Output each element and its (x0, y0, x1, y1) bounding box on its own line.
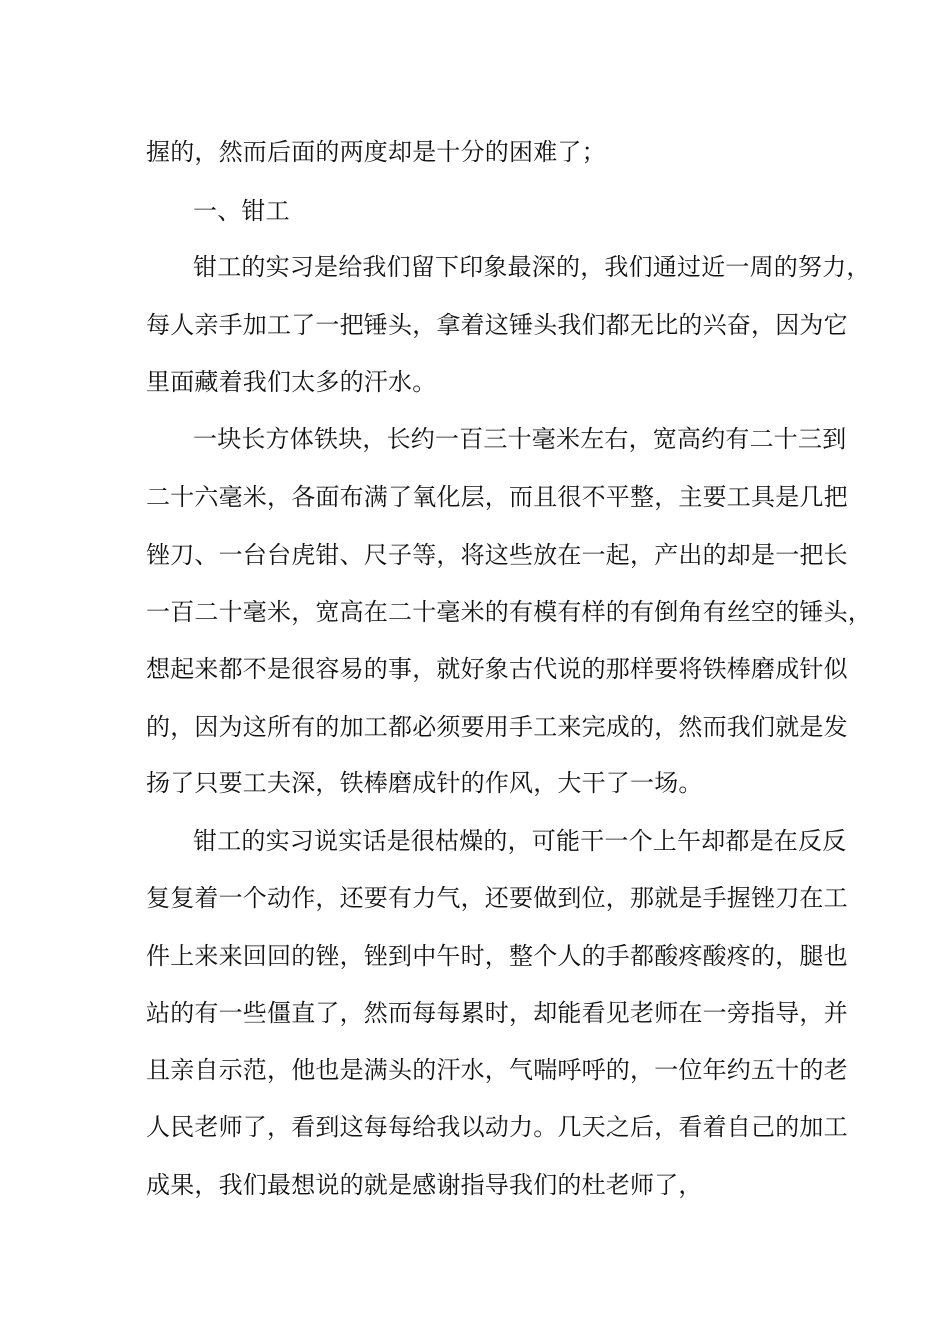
section-heading: 一、钳工 (193, 197, 290, 225)
text-line: 二十六毫米，各面布满了氧化层，而且很不平整，主要工具是几把 (146, 483, 848, 511)
text-line: 的，因为这所有的加工都必须要用手工来完成的，然而我们就是发 (146, 713, 848, 741)
text-line: 人民老师了，看到这每每给我以动力。几天之后，看着自己的加工 (146, 1113, 848, 1141)
text-line: 钳工的实习说实话是很枯燥的，可能干一个上午却都是在反反 (193, 827, 847, 855)
text-line: 一块长方体铁块，长约一百三十毫米左右，宽高约有二十三到 (193, 425, 847, 453)
text-line: 扬了只要工夫深，铁棒磨成针的作风，大干了一场。 (146, 769, 703, 797)
text-line: 锉刀、一台台虎钳、尺子等，将这些放在一起，产出的却是一把长 (146, 541, 848, 569)
text-line: 想起来都不是很容易的事，就好象古代说的那样要将铁棒磨成针似 (146, 655, 848, 683)
text-line: 里面藏着我们太多的汗水。 (146, 368, 437, 396)
text-line: 件上来来回回的锉，锉到中午时，整个人的手都酸疼酸疼的，腿也 (146, 942, 848, 970)
text-line: 成果，我们最想说的就是感谢指导我们的杜老师了， (146, 1171, 703, 1199)
text-line: 站的有一些僵直了，然而每每累时，却能看见老师在一旁指导，并 (146, 999, 848, 1027)
text-line: 复复着一个动作，还要有力气，还要做到位，那就是手握锉刀在工 (146, 884, 848, 912)
text-line: 且亲自示范，他也是满头的汗水，气喘呼呼的，一位年约五十的老 (146, 1056, 848, 1084)
text-line: 钳工的实习是给我们留下印象最深的，我们通过近一周的努力， (193, 253, 871, 281)
text-line: 握的，然而后面的两度却是十分的困难了； (146, 138, 606, 166)
text-line: 一百二十毫米，宽高在二十毫米的有模有样的有倒角有丝空的锤头， (146, 598, 872, 626)
text-line: 每人亲手加工了一把锤头，拿着这锤头我们都无比的兴奋，因为它 (146, 311, 848, 339)
